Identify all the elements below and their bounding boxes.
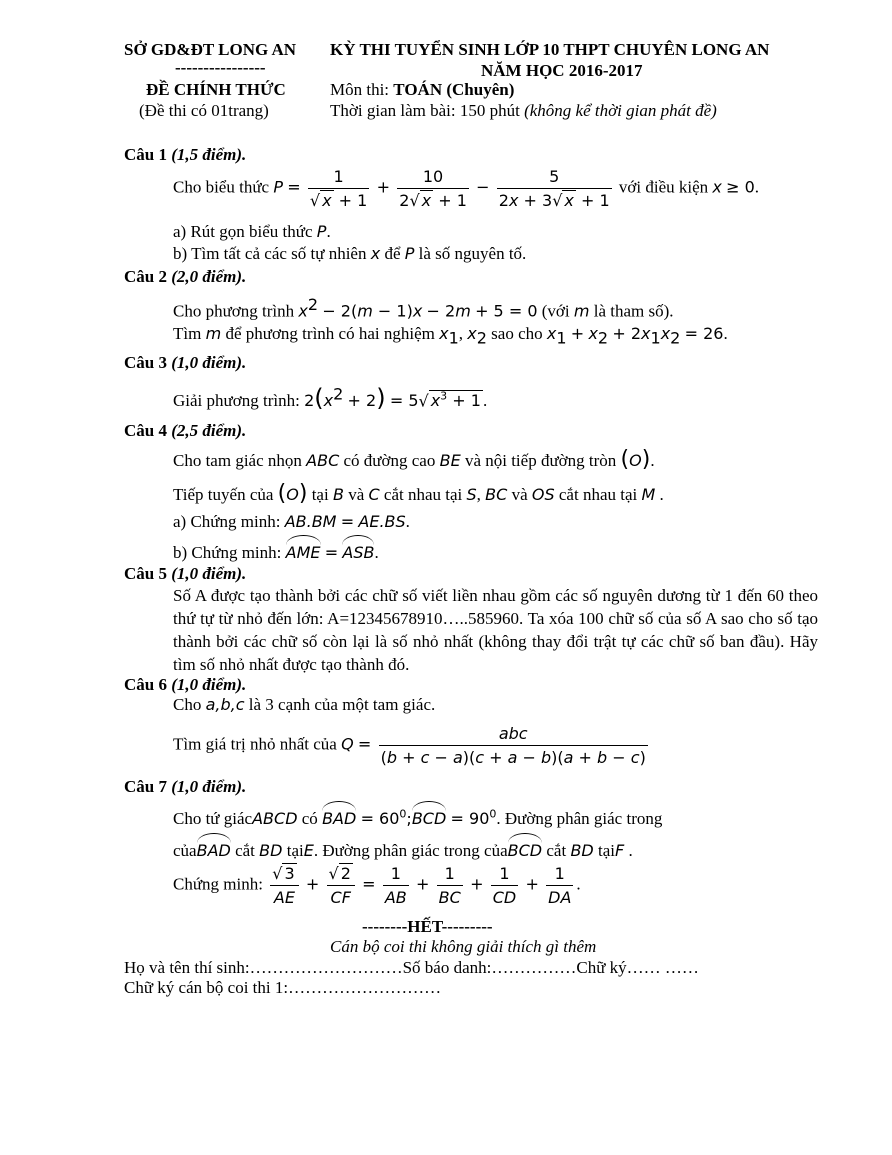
subject-line (330, 80, 514, 100)
q2-equation-line: Cho phương trình $x^2 - 2(m - 1)x - 2m + 5 = 0$ (với m là tham số). (173, 295, 674, 321)
q6-line1: Cho a,b,c là 3 cạnh của một tam giác. (173, 695, 436, 714)
q4-text2: có đường cao (343, 451, 436, 470)
q7-text2: có (301, 809, 318, 828)
q5-points: (1,0 điểm). (171, 564, 247, 583)
q4-heading (124, 421, 246, 441)
q2-text3: là tham số). (593, 301, 674, 321)
q4-part-a: a) Chứng minh: AB.BM = AE.BS. (173, 512, 410, 531)
q6-line2: Tìm giá trị nhỏ nhất của Q = $\frac{\text{abc}}{(b + c - a)(c + a - b)(a + b - c)}$ (173, 724, 646, 767)
q2-condition-line: Tìm m để phương trình có hai nghiệm $x_1$, $x_2$ sao cho $x_1 + x_2 + 2x_1x_2 = 26$. (173, 324, 728, 348)
proctor-signature-line: Chữ ký cán bộ coi thi 1:……………………… (124, 978, 442, 997)
q4-text7: cắt nhau tại (383, 485, 463, 504)
q7-text5: cắt (235, 841, 255, 860)
q7-line2: củaBAD cắt BD tạiE. Đường phân giác trong củaBCD cắt BD tạiF . (173, 838, 633, 861)
q2-heading (124, 267, 246, 287)
q6-text3: Tìm giá trị nhỏ nhất của (173, 734, 337, 754)
q7-text8: cắt (546, 841, 567, 860)
q7-text7: . Đường phân giác trong của (313, 841, 508, 860)
q1-intro: Cho biểu thức (173, 177, 270, 197)
q2-text1: Cho phương trình (173, 301, 295, 321)
q4-a-text: a) Chứng minh: (173, 512, 281, 531)
q1-b-text1: b) Tìm tất cả các số tự nhiên (173, 244, 367, 263)
q6-text2: là 3 cạnh của một tam giác. (248, 695, 436, 714)
header-dashes: ---------------- (175, 58, 266, 77)
q1-expression: Cho biểu thức P = $\frac{1}{√ x + 1}$ + $\frac{10}{2√ x + 1}$ − $\frac{5}{2x + 3√ x + 1}$ với điều kiện x ≥ 0. (173, 167, 760, 210)
q1-part-a: a) Rút gọn biểu thức P. (173, 222, 331, 241)
q3-title: Câu 3 (124, 353, 167, 372)
q1-part-b: b) Tìm tất cả các số tự nhiên x để P là số nguyên tố. (173, 244, 527, 263)
q2-text6: sao cho (491, 324, 543, 343)
q1-condition: với điều kiện (618, 177, 709, 197)
time-label: Thời gian làm bài: 150 phút (330, 101, 520, 120)
q1-title: Câu 1 (124, 145, 167, 164)
q2-text5: để phương trình có hai nghiệm (225, 324, 435, 343)
candidate-info-line: Họ và tên thí sinh:………………………Số báo danh:……………Chữ ký…… …… (124, 958, 699, 977)
q7-text10: Chứng minh: (173, 874, 263, 894)
q6-heading (124, 675, 246, 695)
q4-points: (2,5 điểm). (171, 421, 247, 440)
school-year: NĂM HỌC 2016-2017 (481, 61, 643, 80)
q7-points: (1,0 điểm). (171, 777, 247, 796)
q7-line1: Cho tứ giácABCD có BAD = $60^0;BCD = 90^0$. Đường phân giác trong (173, 807, 663, 828)
q4-text9: cắt nhau tại (558, 485, 638, 504)
q1-points: (1,5 điểm). (171, 145, 247, 164)
q3-heading (124, 353, 246, 373)
q2-text2: (với (541, 301, 570, 321)
q4-text8: và (511, 485, 528, 504)
subject-label: Môn thi: (330, 80, 390, 99)
q4-text5: tại (311, 485, 329, 504)
q7-text9: tại (598, 841, 615, 860)
q1-b-text3: là số nguyên tố. (418, 244, 527, 263)
q4-b-text: b) Chứng minh: (173, 543, 282, 562)
q7-text3: . Đường phân giác trong (496, 809, 663, 828)
q3-equation: Giải phương trình: $2(x^2 + 2) = 5√$ $x^3 + 1$ . (173, 384, 488, 412)
q1-a-text: a) Rút gọn biểu thức (173, 222, 313, 241)
exam-title: KỲ THI TUYỂN SINH LỚP 10 THPT CHUYÊN LONG AN (330, 40, 770, 59)
subject-value: TOÁN (Chuyên) (393, 80, 515, 99)
official-label: ĐỀ CHÍNH THỨC (146, 80, 286, 99)
q7-heading (124, 777, 246, 797)
q7-text6: tại (286, 841, 304, 860)
q1-b-text2: để (384, 244, 401, 263)
q6-title: Câu 6 (124, 675, 167, 694)
q5-text: Số A được tạo thành bởi các chữ số viết liền nhau gồm các số nguyên dương từ 1 đến 60 theo thứ tự từ nhỏ đến lớn: A=12345678910…..585960. Ta xóa 100 chữ số của số A sao cho số tạo thành bởi các chữ số còn lại là số nhỏ nhất (không thay đổi trật tự các chữ số ban đầu). Hãy tìm số nhỏ nhất được tạo thành đó. (173, 586, 818, 674)
q4-text1: Cho tam giác nhọn (173, 451, 302, 470)
q6-points: (1,0 điểm). (171, 675, 247, 694)
q4-part-b: b) Chứng minh: AME = ASB. (173, 540, 379, 563)
time-line (330, 101, 717, 121)
q2-title: Câu 2 (124, 267, 167, 286)
q3-points: (1,0 điểm). (171, 353, 247, 372)
q2-points: (2,0 điểm). (171, 267, 247, 286)
q4-text6: và (348, 485, 365, 504)
end-marker: --------HẾT--------- (362, 917, 493, 936)
q7-title: Câu 7 (124, 777, 167, 796)
q4-line2: Tiếp tuyến của (O) tại B và C cắt nhau tại S, BC và OS cắt nhau tại M . (173, 481, 664, 506)
q4-line1: Cho tam giác nhọn ABC có đường cao BE và nội tiếp đường tròn (O). (173, 447, 655, 472)
q7-text4: của (173, 841, 197, 860)
q1-heading (124, 145, 246, 165)
q2-text4: Tìm (173, 324, 202, 343)
q5-heading (124, 564, 246, 584)
dept-name: SỞ GD&ĐT LONG AN (124, 40, 297, 59)
page-count: (Đề thi có 01trang) (139, 101, 269, 120)
q5-title: Câu 5 (124, 564, 167, 583)
time-note: (không kể thời gian phát đề) (524, 101, 717, 120)
q7-text1: Cho tứ giác (173, 809, 253, 828)
q4-text4: Tiếp tuyến của (173, 485, 274, 504)
q6-text1: Cho (173, 695, 202, 714)
q4-text3: và nội tiếp đường tròn (464, 451, 617, 470)
proctor-note: Cán bộ coi thi không giải thích gì thêm (330, 937, 597, 956)
q7-line3: Chứng minh: $\frac{√ 3}{AE}$ + $\frac{√ 2}{CF}$ = $\frac{1}{AB}$ + $\frac{1}{BC}$ + $\frac{1}{CD}$ + $\frac{1}{DA}$ . (173, 864, 581, 907)
q4-title: Câu 4 (124, 421, 167, 440)
q3-text: Giải phương trình: (173, 391, 300, 410)
